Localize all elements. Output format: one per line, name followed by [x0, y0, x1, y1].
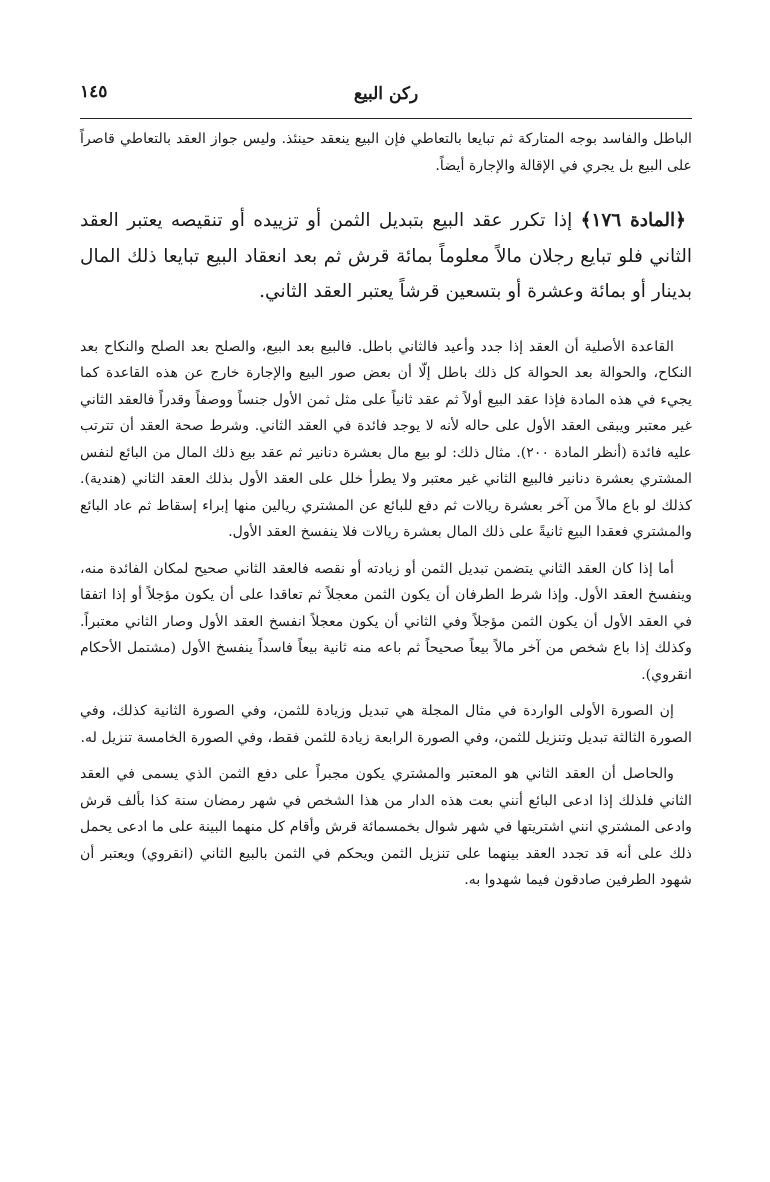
- running-title: ركن البيع: [353, 84, 419, 104]
- article-176: [80, 203, 692, 310]
- page-number: ١٤٥: [80, 82, 108, 102]
- commentary-paragraph-4: والحاصل أن العقد الثاني هو المعتبر والمشتري يكون مجبراً على دفع الثمن الذي يسمى في العقد الثاني فلذلك إذا ادعى البائع أنني بعت هذه الدار من هذا الشخص في شهر رمضان سنة كذا بألف قرش وادعى المشتري انني اشتريتها في شهر شوال بخمسمائة قرش وأقام كل منهما البينة على ما ادعى يحمل ذلك على أنه قد تجدد العقد بينهما على تنزيل الثمن ويحكم في الثمن بالبيع الثاني (انقروي) ويعتبر أن شهود الطرفين صادقون فيما شهدوا به.: [80, 766, 692, 888]
- commentary-paragraph-2: أما إذا كان العقد الثاني يتضمن تبديل الثمن أو زيادته أو نقصه فالعقد الثاني صحيح لمكان الفائدة منه، وينفسخ العقد الأول. وإذا شرط الطرفان أن يكون الثمن معجلاً ثم تعاقدا على أن يكون مؤجلاً أو إذا اتفقا في العقد الأول أن يكون الثمن مؤجلاً وفي الثاني أن يكون معجلاً انفسخ العقد الأول وصار الثاني معتبراً. وكذلك إذا باع شخص من آخر مالاً بيعاً صحيحاً ثم باعه منه ثانية بيعاً فاسداً ينفسخ الأول (مشتمل الأحكام انقروي).: [80, 560, 692, 683]
- page-header: [80, 82, 692, 118]
- article-label: ﴿المادة ١٧٦﴾: [580, 210, 686, 231]
- header-divider: [80, 118, 692, 119]
- page-body: [80, 126, 692, 904]
- commentary-paragraph-3: إن الصورة الأولى الواردة في مثال المجلة هي تبديل وزيادة للثمن، وفي الصورة الثانية كذلك، وفي الصورة الثالثة تبديل وتنزيل للثمن، وفي الصورة الرابعة زيادة للثمن فقط، وفي الصورة الخامسة تنزيل له.: [80, 703, 692, 746]
- article-text: إذا تكرر عقد البيع بتبديل الثمن أو تزييده أو تنقيصه يعتبر العقد الثاني فلو تبايع رجلان مالاً معلوماً بمائة قرش ثم بعد انعقاد البيع تبايعا ذلك المال بدينار أو بمائة وعشرة أو بتسعين قرشاً يعتبر العقد الثاني.: [80, 210, 692, 302]
- commentary-paragraph-1: القاعدة الأصلية أن العقد إذا جدد وأعيد فالثاني باطل. فالبيع بعد البيع، والصلح بعد الصلح والنكاح بعد النكاح، والحوالة بعد الحوالة كل ذلك باطل إلّا أن بعض صور البيع والإجارة خارج عن هذه القاعدة كما يجيء في هذه المادة فإذا عقد البيع أولاً ثم عقد ثانياً على مثل ثمن الأول جنساً ووصفاً وقدراً فالعقد الثاني غير معتبر ويبقى العقد الأول على حاله لأنه لا يوجد فائدة في العقد الثاني. وشرط صحة العقد أن تترتب عليه فائدة (أنظر المادة ٢٠٠). مثال ذلك: لو بيع مال بعشرة دنانير ثم عقد بيع ذلك المال من البائع لنفس المشتري بعشرة دنانير فالبيع الثاني غير معتبر ولا يطرأ خلل على العقد الأول بذلك العقد الثاني (هندية). كذلك لو باع مالاً من آخر بعشرة ريالات ثم دفع للبائع عن المشتري ريالين منها إبراء إسقاط ثم عاد البائع والمشتري فعقدا البيع ثانيةً على ذلك المال بعشرة ريالات فلا ينفسخ العقد الأول.: [80, 338, 692, 540]
- continuation-paragraph: الباطل والفاسد بوجه المتاركة ثم تبايعا بالتعاطي فإن البيع ينعقد حينئذ. وليس جواز العقد بالتعاطي قاصراً على البيع بل يجري في الإقالة والإجارة أيضاً.: [80, 131, 692, 174]
